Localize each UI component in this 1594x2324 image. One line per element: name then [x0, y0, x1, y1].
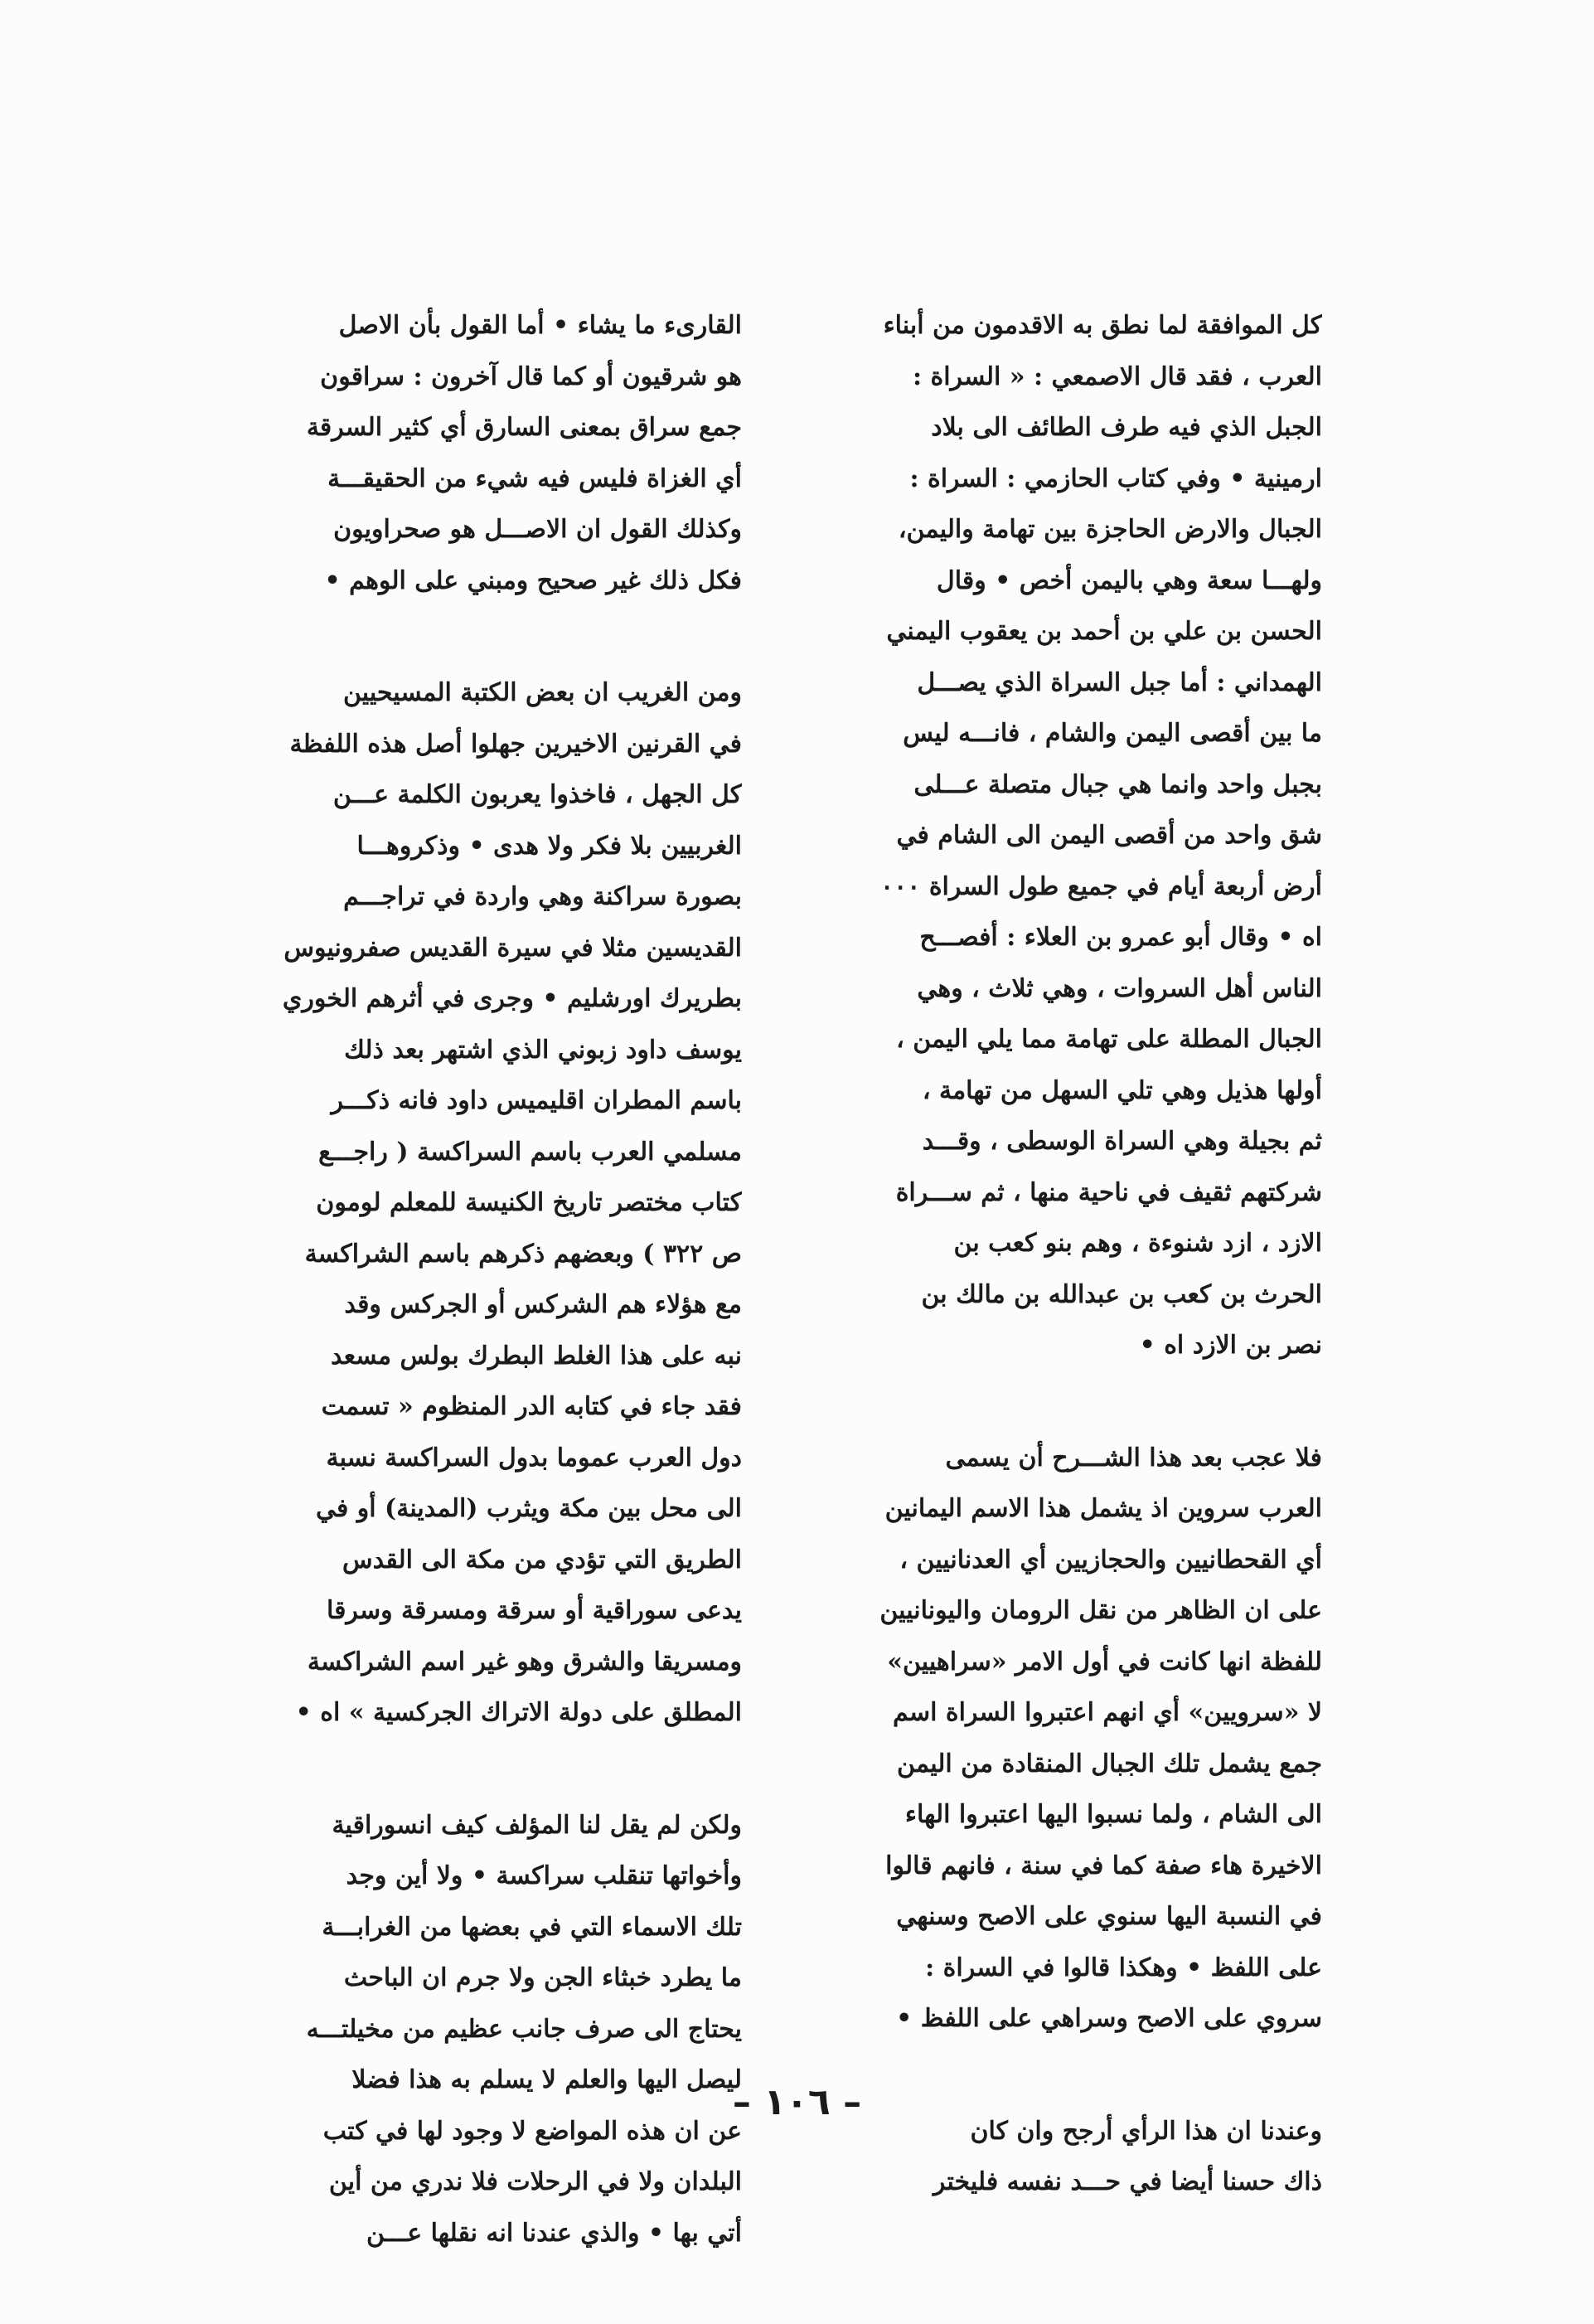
- right-column: [808, 300, 1322, 2208]
- text-line: في القرنين الاخيرين جهلوا أصل هذه اللفظة: [289, 729, 742, 759]
- text-line: ولكن لم يقل لنا المؤلف كيف انسوراقية: [332, 1810, 742, 1840]
- text-line: فقد جاء في كتابه الدر المنظوم « تسمت: [321, 1392, 742, 1421]
- text-line: الجبال المطلة على تهامة مما يلي اليمن ،: [896, 1025, 1322, 1054]
- text-line: العرب ، فقد قال الاصمعي : « السراة :: [912, 361, 1322, 391]
- text-line: على ان الظاهر من نقل الرومان واليونانيين: [879, 1596, 1322, 1625]
- text-line: يحتاج الى صرف جانب عظيم من مخيلتـــه: [306, 2014, 742, 2044]
- text-line: كل الجهل ، فاخذوا يعربون الكلمة عـــن: [332, 780, 742, 809]
- text-line: الحسن بن علي بن أحمد بن يعقوب اليمني: [886, 617, 1322, 646]
- text-line: باسم المطران اقليميس داود فانه ذكـــر: [331, 1086, 742, 1115]
- text-line: يدعى سوراقية أو سرقة ومسرقة وسرقا: [326, 1596, 742, 1625]
- text-line: نصر بن الازد اه •: [1139, 1331, 1322, 1360]
- text-line: الى الشام ، ولما نسبوا اليها اعتبروا الهاء: [904, 1800, 1322, 1829]
- text-line: مسلمي العرب باسم السراكسة ( راجـــع: [318, 1137, 742, 1167]
- text-line: وعندنا ان هذا الرأي أرجح وان كان: [970, 2116, 1322, 2146]
- text-line: شق واحد من أقصى اليمن الى الشام في: [896, 821, 1322, 850]
- text-line: كتاب مختصر تاريخ الكنيسة للمعلم لومون: [316, 1188, 742, 1217]
- page-number: – ١٠٦ –: [732, 2081, 862, 2123]
- text-line: العرب سروين اذ يشمل هذا الاسم اليمانين: [884, 1494, 1322, 1523]
- text-line: الطريق التي تؤدي من مكة الى القدس: [342, 1545, 742, 1574]
- text-line: القديسين مثلا في سيرة القديس صفرونيوس: [283, 933, 742, 963]
- text-line: تلك الاسماء التي في بعضها من الغرابـــة: [322, 1912, 742, 1942]
- text-line: شركتهم ثقيف في ناحية منها ، ثم ســـراة: [895, 1177, 1322, 1207]
- text-line: الازد ، ازد شنوءة ، وهم بنو كعب بن: [953, 1229, 1322, 1258]
- text-line: ما يطرد خبثاء الجن ولا جرم ان الباحث: [343, 1963, 742, 1992]
- text-line: عن ان هذه المواضع لا وجود لها في كتب: [322, 2116, 742, 2146]
- text-line: أي القحطانيين والحجازيين أي العدنانيين ،: [899, 1545, 1322, 1574]
- text-line: المطلق على دولة الاتراك الجركسية » اه •: [295, 1698, 742, 1727]
- paragraph-left-3: [228, 1800, 742, 2259]
- text-line: أرض أربعة أيام في جميع طول السراة ٠٠٠: [880, 871, 1322, 901]
- paragraph-right-2: [808, 1433, 1322, 2045]
- left-column: [228, 300, 742, 2259]
- text-line: ومن الغريب ان بعض الكتبة المسيحيين: [342, 678, 742, 707]
- text-line: فكل ذلك غير صحيح ومبني على الوهم •: [324, 565, 742, 595]
- text-line: هو شرقيون أو كما قال آخرون : سراقون: [320, 361, 742, 391]
- text-line: ما بين أقصى اليمن والشام ، فانـــه ليس: [903, 719, 1322, 748]
- paragraph-left-2: [228, 667, 742, 1739]
- text-line: اه • وقال أبو عمرو بن العلاء : أفصـــح: [919, 923, 1322, 952]
- text-line: وأخواتها تنقلب سراكسة • ولا أين وجد: [346, 1861, 742, 1890]
- text-line: القارىء ما يشاء • أما القول بأن الاصل: [338, 311, 742, 340]
- text-line: وكذلك القول ان الاصـــل هو صحراويون: [333, 515, 742, 544]
- text-line: ومسريقا والشرق وهو غير اسم الشراكسة: [307, 1647, 742, 1676]
- text-line: للفظة انها كانت في أول الامر «سراهيين»: [887, 1647, 1322, 1676]
- text-line: لا «سرويين» أي انهم اعتبروا السراة اسم: [893, 1698, 1322, 1727]
- text-line: ارمينية • وفي كتاب الحازمي : السراة :: [909, 463, 1322, 493]
- text-line: الجبال والارض الحاجزة بين تهامة واليمن،: [898, 515, 1322, 544]
- text-line: ولهـــا سعة وهي باليمن أخص • وقال: [936, 565, 1322, 595]
- text-line: كل الموافقة لما نطق به الاقدمون من أبناء: [883, 311, 1322, 340]
- text-line: جمع يشمل تلك الجبال المنقادة من اليمن: [897, 1749, 1322, 1778]
- text-line: يوسف داود زبوني الذي اشتهر بعد ذلك: [344, 1035, 742, 1065]
- text-line: سروي على الاصح وسراهي على اللفظ •: [896, 2004, 1322, 2033]
- text-line: أتي بها • والذي عندنا انه نقلها عـــن: [366, 2218, 742, 2248]
- text-line: نبه على هذا الغلط البطرك بولس مسعد: [331, 1341, 742, 1371]
- paragraph-gap: [808, 1371, 1322, 1433]
- text-line: دول العرب عموما بدول السراكسة نسبة: [326, 1443, 742, 1473]
- text-line: على اللفظ • وهكذا قالوا في السراة :: [925, 1953, 1322, 1982]
- text-line: ص ٣٢٢ ) وبعضهم ذكرهم باسم الشراكسة: [304, 1239, 742, 1269]
- text-line: الهمداني : أما جبل السراة الذي يصـــل: [917, 667, 1322, 697]
- text-line: جمع سراق بمعنى السارق أي كثير السرقة: [306, 413, 742, 442]
- text-line: أي الغزاة فليس فيه شيء من الحقيقـــة: [327, 463, 742, 493]
- text-line: بطريرك اورشليم • وجرى في أثرهم الخوري: [282, 984, 742, 1013]
- text-line: أولها هذيل وهي تلي السهل من تهامة ،: [922, 1075, 1322, 1105]
- text-line: الجبل الذي فيه طرف الطائف الى بلاد: [931, 413, 1322, 442]
- text-line: بصورة سراكنة وهي واردة في تراجـــم: [343, 882, 742, 911]
- text-line: في النسبة اليها سنوي على الاصح وسنهي: [896, 1902, 1322, 1931]
- paragraph-gap: [228, 606, 742, 667]
- text-line: بجبل واحد وانما هي جبال متصلة عـــلى: [913, 769, 1322, 799]
- text-line: الغربيين بلا فكر ولا هدى • وذكروهـــا: [356, 831, 742, 861]
- text-line: الاخيرة هاء صفة كما في سنة ، فانهم قالوا: [885, 1851, 1322, 1880]
- text-line: الحرث بن كعب بن عبدالله بن مالك بن: [921, 1279, 1322, 1309]
- text-line: فلا عجب بعد هذا الشـــرح أن يسمى: [945, 1443, 1322, 1473]
- text-line: الناس أهل السروات ، وهي ثلاث ، وهي: [917, 973, 1322, 1003]
- text-line: مع هؤلاء هم الشركس أو الجركس وقد: [344, 1290, 742, 1319]
- text-line: البلدان ولا في الرحلات فلا ندري من أين: [328, 2167, 742, 2196]
- text-line: الى محل بين مكة ويثرب (المدينة) أو في: [316, 1494, 742, 1523]
- text-line: ذاك حسنا أيضا في حـــد نفسه فليختر: [933, 2167, 1322, 2196]
- paragraph-left-1: [228, 300, 742, 606]
- paragraph-right-1: [808, 300, 1322, 1371]
- text-line: ثم بجيلة وهي السراة الوسطى ، وقـــد: [922, 1127, 1322, 1156]
- paragraph-gap: [228, 1739, 742, 1800]
- text-line: ليصل اليها والعلم لا يسلم به هذا فضلا: [351, 2065, 742, 2094]
